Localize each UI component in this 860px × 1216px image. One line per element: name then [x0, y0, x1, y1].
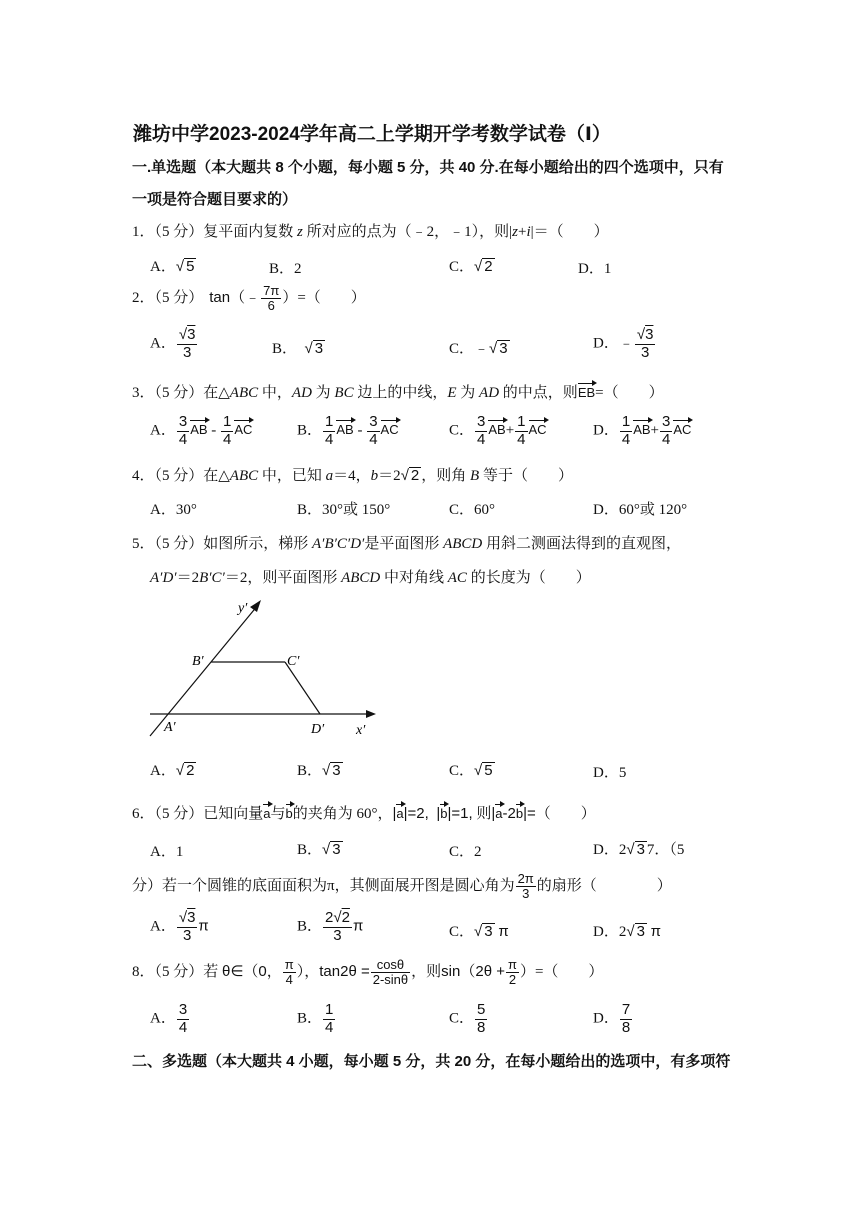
question-5-stem-line1: 5．（5 分）如图所示，梯形 A′B′C′D′是平面图形 ABCD 用斜二测画法得到的直观图，	[132, 536, 682, 552]
y-axis-arrow-icon	[250, 600, 261, 612]
question-5-option-a: A．√ 2	[150, 762, 195, 779]
question-5-option-b: B．√ 3	[297, 762, 341, 779]
question-1-stem: 1．（5 分）复平面内复数 z 所对应的点为（﹣2，﹣1），则|z+i|＝（ ）	[132, 224, 609, 240]
question-3-option-d: D． $\frac{1}{4}$ AB+ $\frac{3}{4}$ AC	[593, 413, 692, 448]
label-d: D′	[311, 722, 325, 737]
question-3-stem: 3．（5 分）在△ABC 中，AD 为 BC 边上的中线，E 为 AD 的中点，则EB=（ ）	[132, 385, 664, 401]
question-7-option-b: B． $\frac{2√2}{3}$ π	[297, 909, 364, 944]
question-6-stem: 6．（5 分）已知向量a与b的夹角为 60°，|a|=2, |b|=1, 则|a-2b|=（ ）	[132, 805, 596, 822]
question-2-option-a: A． $\frac{√3}{3}$	[150, 326, 196, 361]
question-8-option-a: A． $\frac{3}{4}$	[150, 1001, 188, 1036]
label-c: C′	[287, 654, 300, 669]
question-1-option-b: B．2	[269, 261, 302, 277]
question-2-option-b: B． √ 3	[272, 340, 324, 357]
question-8-option-c: C． $\frac{5}{8}$	[449, 1001, 486, 1036]
question-2-option-d: D．﹣ $\frac{√3}{3}$	[593, 326, 654, 361]
question-4-option-a: A．30°	[150, 502, 197, 518]
question-1-option-a: A．√ 5	[150, 258, 195, 275]
page-title: 潍坊中学2023-2024学年高二上学期开学考数学试卷（Ⅰ）	[133, 124, 611, 145]
question-7-option-c: C．√ 3 π	[449, 923, 509, 940]
label-y: y′	[238, 601, 248, 616]
question-1-option-d: D．1	[578, 261, 612, 277]
question-4-option-c: C．60°	[449, 502, 496, 518]
section-2-heading: 二、多选题（本大题共 4 小题，每小题 5 分，共 20 分，在每小题给出的选项中，有多项符	[132, 1053, 731, 1070]
question-6-option-b: B．√ 3	[297, 841, 341, 858]
question-3-option-c: C． $\frac{3}{4}$ AB+ $\frac{1}{4}$ AC	[449, 413, 547, 448]
question-1-option-c: C．√ 2	[449, 258, 493, 275]
question-3-option-a: A． $\frac{3}{4}$ AB - $\frac{1}{4}$ AC	[150, 413, 253, 448]
label-b: B′	[192, 654, 204, 669]
label-x: x′	[356, 723, 366, 738]
y-axis	[150, 605, 258, 736]
question-6-option-c: C．2	[449, 844, 482, 860]
question-6-option-a: A．1	[150, 844, 184, 860]
question-8-option-b: B． $\frac{1}{4}$	[297, 1001, 334, 1036]
question-2-stem: 2．（5 分） tan（﹣ $\frac{7\pi}{6}$ ）=（ ）	[132, 283, 366, 314]
question-5-option-d: D．5	[593, 765, 627, 781]
question-4-option-d: D．60°或 120°	[593, 502, 688, 518]
question-5-option-c: C．√ 5	[449, 762, 493, 779]
question-6-option-d: D．2√ 3 7．（5	[593, 841, 685, 858]
edge-c-d	[285, 662, 320, 714]
question-3-option-b: B． $\frac{1}{4}$ AB - $\frac{3}{4}$ AC	[297, 413, 399, 448]
question-8-option-d: D． $\frac{7}{8}$	[593, 1001, 631, 1036]
question-4-stem: 4．（5 分）在△ABC 中，已知 a＝4，b＝2√ 2 ，则角 B 等于（ ）	[132, 467, 573, 484]
section-1-heading-line2: 一项是符合题目要求的）	[132, 191, 298, 208]
question-2-option-c: C．﹣√ 3	[449, 340, 508, 357]
label-a: A′	[164, 720, 176, 735]
trapezoid-figure	[140, 595, 390, 745]
question-5-stem-line2: A′D′＝2B′C′＝2，则平面图形 ABCD 中对角线 AC 的长度为（ ）	[150, 570, 591, 586]
x-axis-arrow-icon	[366, 710, 376, 718]
question-7-stem: 分）若一个圆锥的底面面积为π，其侧面展开图是圆心角为 $\frac{2\pi}{3}$ 的扇形（ ）	[132, 871, 672, 902]
question-7-option-a: A． $\frac{√3}{3}$ π	[150, 909, 209, 944]
question-4-option-b: B．30°或 150°	[297, 502, 391, 518]
question-7-option-d: D．2√ 3 π	[593, 923, 662, 940]
question-8-stem: 8．（5 分）若 θ∈（0， $\frac{\pi}{4}$ ），tan2θ = $\frac{\cos\theta}{2-\sin\theta}$ ，则sin（2θ + $\frac{\pi}{2}$ ）=（ ）	[132, 957, 604, 988]
section-1-heading-line1: 一.单选题（本大题共 8 个小题，每小题 5 分，共 40 分.在每小题给出的四个选项中，只有	[132, 159, 724, 176]
